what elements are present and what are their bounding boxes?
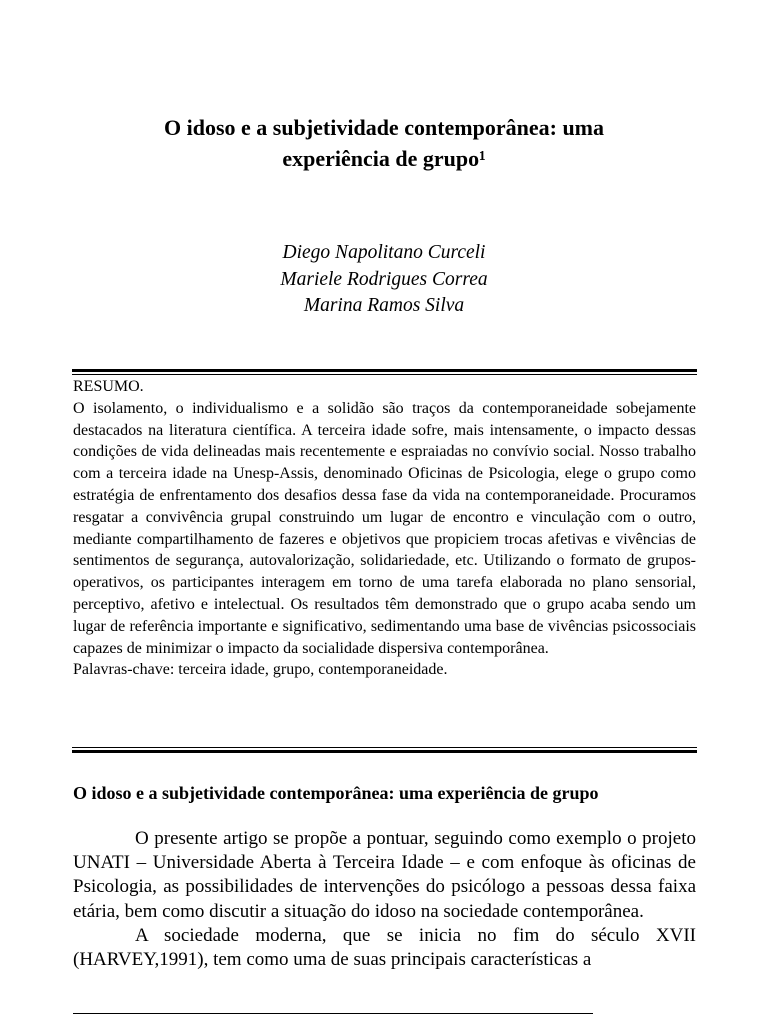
author-name: Marina Ramos Silva xyxy=(303,295,465,316)
body-paragraph: A sociedade moderna, que se inicia no fim do século XVII (HARVEY,1991), tem como uma de suas principais características a xyxy=(73,924,696,971)
title-line-2: experiência de grupo¹ xyxy=(282,146,486,171)
keywords-line: Palavras-chave: terceira idade, grupo, contemporaneidade. xyxy=(73,661,448,679)
paper-title xyxy=(74,112,694,174)
abstract-block xyxy=(73,376,696,681)
abstract-heading: RESUMO. xyxy=(73,378,144,395)
abstract-bottom-rule-thin xyxy=(72,747,697,748)
title-line-1: O idoso e a subjetividade contemporânea: uma xyxy=(164,115,604,140)
author-name: Diego Napolitano Curceli xyxy=(282,242,486,263)
author-list xyxy=(74,240,694,320)
author-name: Mariele Rodrigues Correa xyxy=(280,268,488,290)
body-paragraph: O presente artigo se propõe a pontuar, seguindo como exemplo o projeto UNATI – Universidade Aberta à Terceira Idade – e com enfoque às oficinas de Psicologia, as possibilidades de intervenções do psicólogo a pessoas dessa faixa etária, bem como discutir a situação do idoso na sociedade contemporânea. xyxy=(73,828,696,922)
footnote-rule xyxy=(73,1013,593,1014)
section-heading: O idoso e a subjetividade contemporânea: uma experiência de grupo xyxy=(73,783,599,803)
abstract-bottom-rule-thick xyxy=(72,750,697,753)
body-text xyxy=(73,827,696,972)
abstract-top-rule-thin xyxy=(72,374,697,375)
abstract-body: O isolamento, o individualismo e a solidão são traços da contemporaneidade sobejamente destacados na literatura científica. A terceira idade sofre, mais intensamente, o impacto dessas condições de vida delineadas mais recentemente e espraiadas no convívio social. Nosso trabalho com a terceira idade na Unesp-Assis, denominado Oficinas de Psicologia, elege o grupo como estratégia de enfrentamento dos desafios dessa fase da vida na contemporaneidade. Procuramos resgatar a convivência grupal construindo um lugar de encontro e vinculação com o outro, mediante compartilhamento de fazeres e objetivos que propiciem trocas afetivas e vivências de sentimentos de segurança, autovalorização, solidariedade, etc. Utilizando o formato de grupos-operativos, os participantes interagem em torno de uma tarefa elaborada no plano sensorial, perceptivo, afetivo e intelectual. Os resultados têm demonstrado que o grupo acaba sendo um lugar de referência importante e significativo, sedimentando uma base de vivências psicossociais capazes de minimizar o impacto da socialidade dispersiva contemporânea. xyxy=(73,399,696,657)
abstract-top-rule-thick xyxy=(72,369,697,372)
